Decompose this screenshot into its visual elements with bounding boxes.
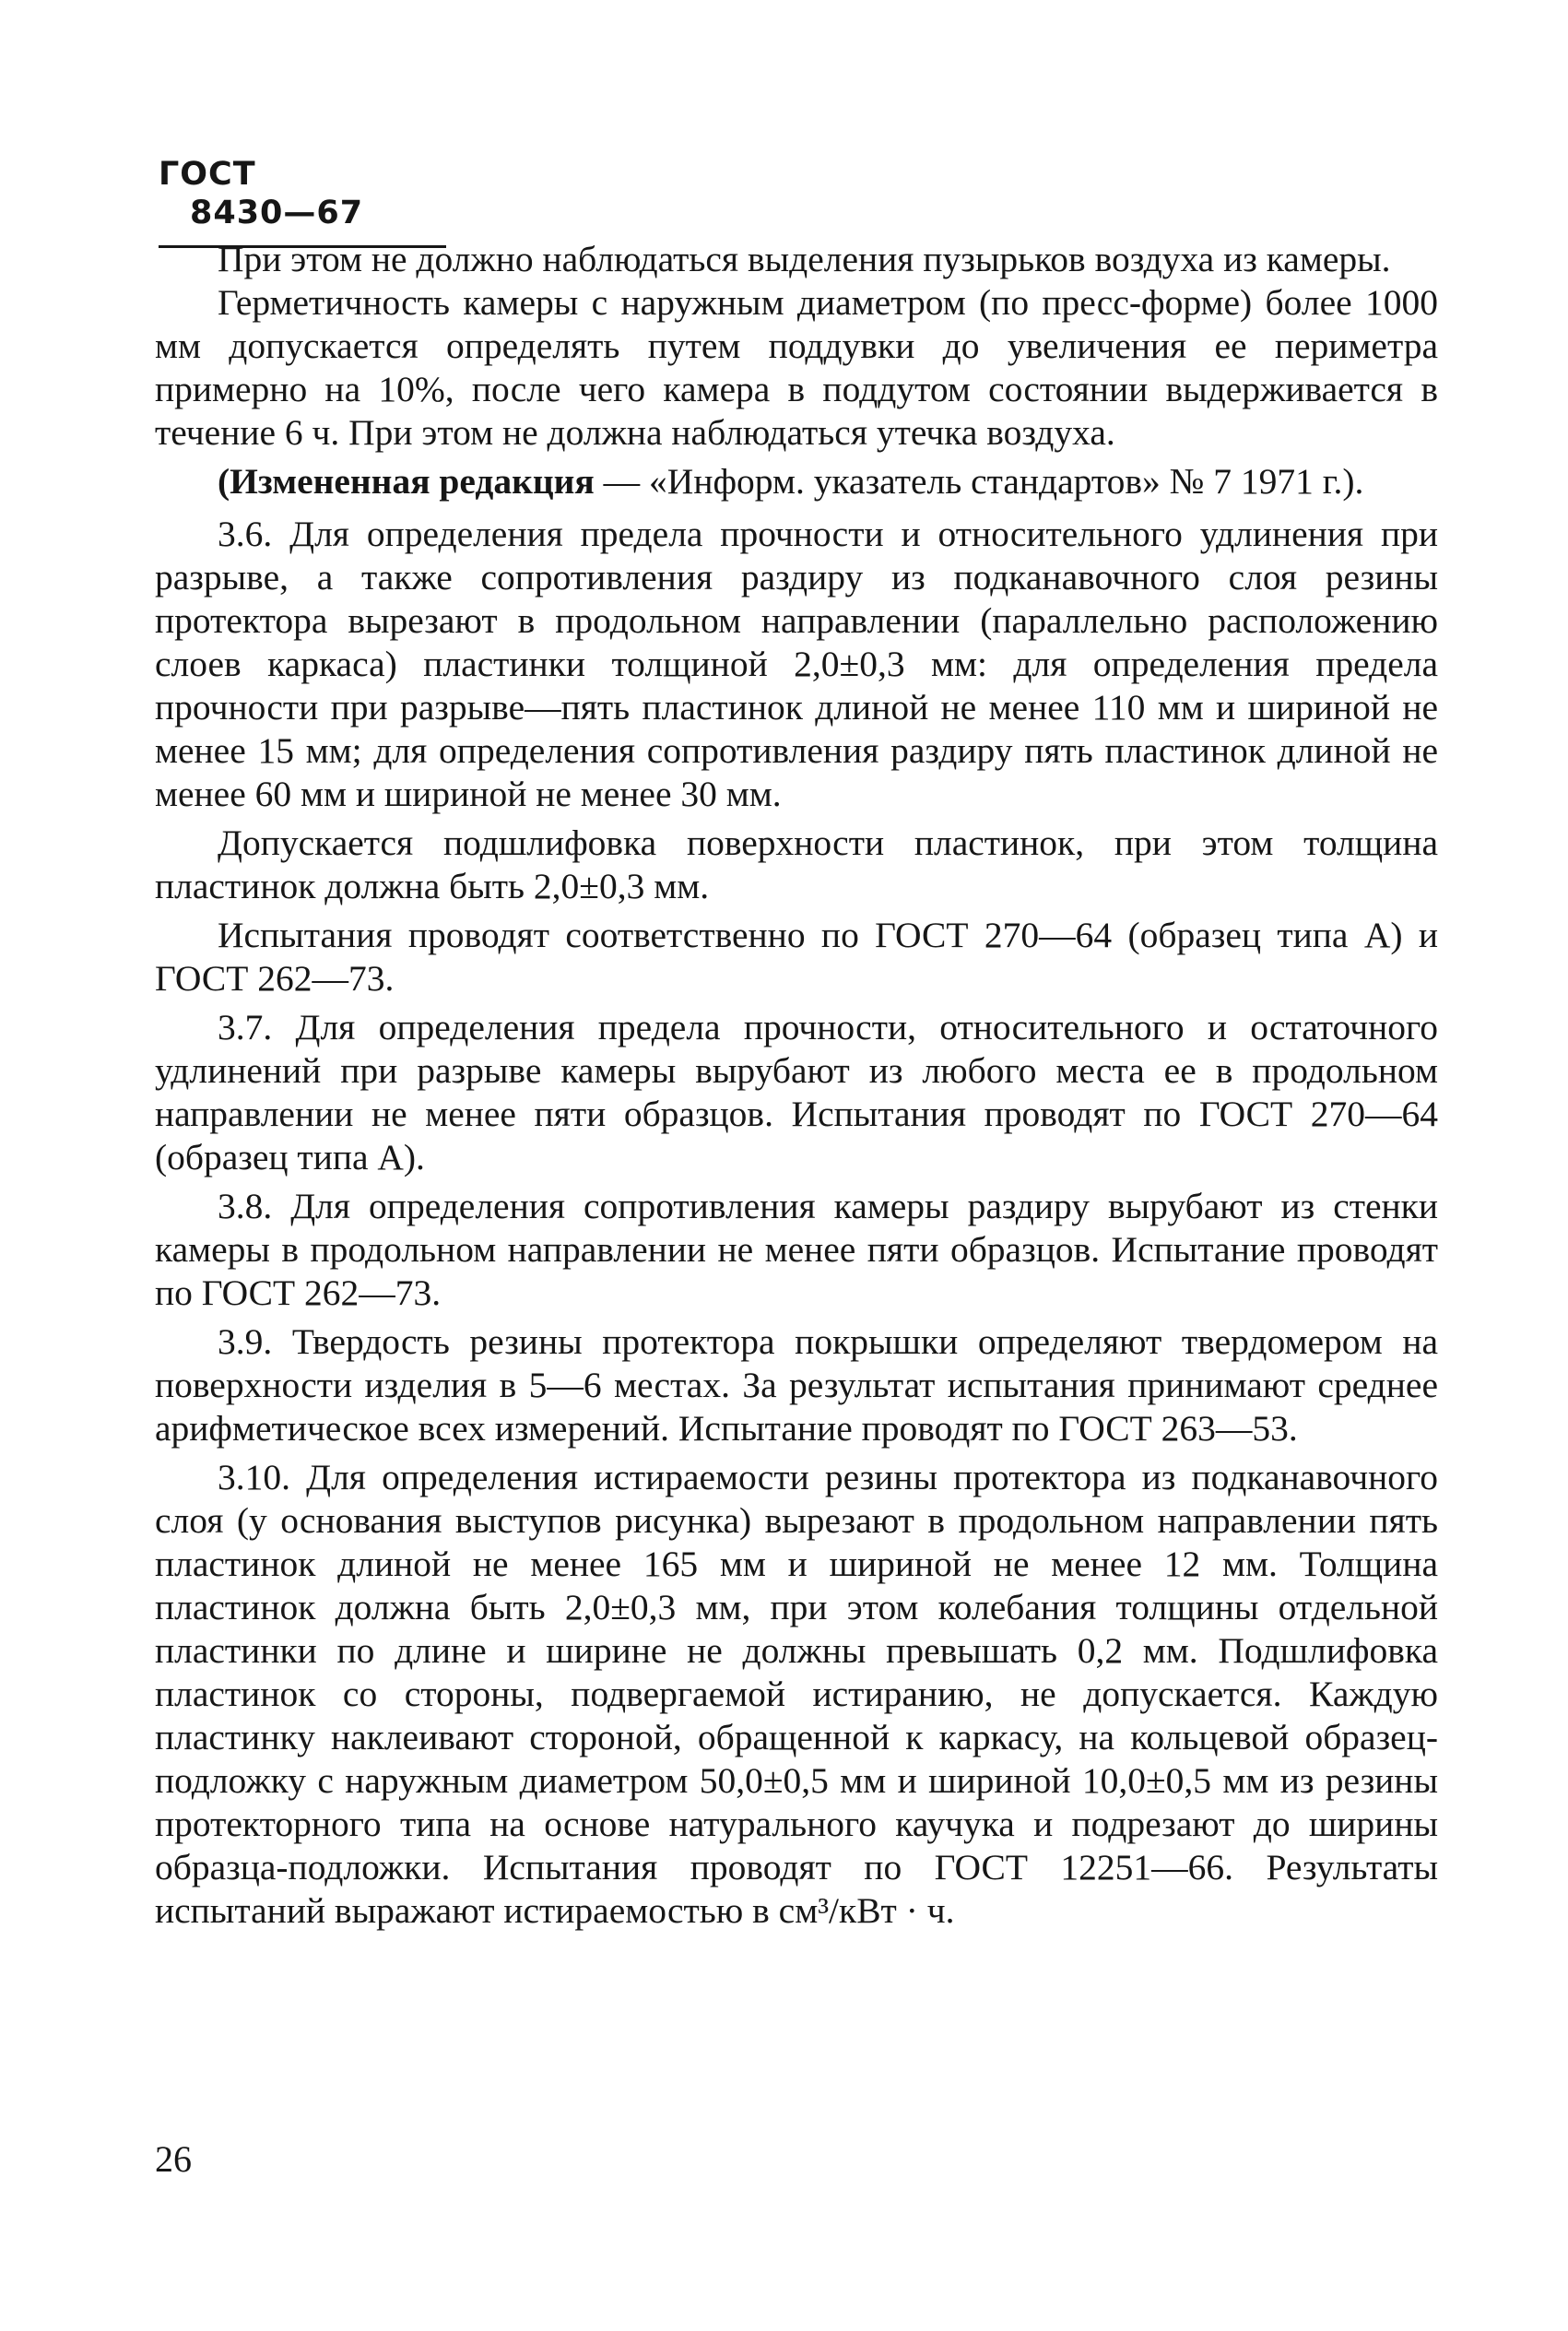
section-3-8: 3.8. Для определения сопротивления камеры раздиру вырубают из стенки камеры в продольном направлении не менее пяти образцов. Испытание проводят по ГОСТ 262—73. [155, 1186, 1438, 1313]
paragraph-polishing: Допускается подшлифовка поверхности пластинок, при этом толщина пластинок должна быть 2,0±0,3 мм. [155, 822, 1438, 906]
section-3-10: 3.10. Для определения истираемости резины протектора из подканавочного слоя (у основания выступов рисунка) вырезают в продольном направлении пять пластинок длиной не менее 165 мм и шириной не менее 12 мм. Толщина пластинок должна быть 2,0±0,3 мм, при этом колебания толщины отдельной пластинки по длине и ширине не должны превышать 0,2 мм. Подшлифовка пластинок со стороны, подвергаемой истиранию, не допускается. Каждую пластинку наклеивают стороной, обращенной к каркасу, на кольцевой образец-подложку с наружным диаметром 50,0±0,5 мм и шириной 10,0±0,5 мм из резины протекторного типа на основе натурального каучука и подрезают до ширины образца-подложки. Испытания проводят по ГОСТ 12251—66. Результаты испытаний выражают истираемостью в см³/кВт · ч. [155, 1457, 1438, 1931]
page-number: 26 [155, 2138, 192, 2180]
document-header [159, 155, 446, 248]
edit-note-text: — «Информ. указатель стандартов» № 7 1971 г.). [594, 461, 1364, 502]
section-3-6: 3.6. Для определения предела прочности и относительного удлинения при разрыве, а также сопротивления раздиру из подканавочного слоя резины протектора вырезают в продольном направлении (параллельно расположению слоев каркаса) пластинки толщиной 2,0±0,3 мм: для определения предела прочности при разрыве—пять пластинок длиной не менее 110 мм и шириной не менее 15 мм; для определения сопротивления раздиру пять пластинок длиной не менее 60 мм и шириной не менее 30 мм. [155, 514, 1438, 814]
paragraph-tests-standards: Испытания проводят соответственно по ГОСТ 270—64 (образец типа А) и ГОСТ 262—73. [155, 915, 1438, 999]
gost-label: ГОСТ [159, 156, 256, 193]
paragraph-tightness: Герметичность камеры с наружным диаметром (по пресс-форме) более 1000 мм допускается определять путем поддувки до увеличения ее периметра примерно на 10%, после чего камера в поддутом состоянии выдерживается в течение 6 ч. При этом не должна наблюдаться утечка воздуха. [155, 282, 1438, 453]
edit-note-title: (Измененная редакция [218, 461, 595, 502]
paragraph-air-bubbles: При этом не должно наблюдаться выделения пузырьков воздуха из камеры. [218, 239, 1391, 279]
standard-number: 8430—67 [190, 195, 364, 231]
document-body [155, 238, 1438, 1938]
section-3-7: 3.7. Для определения предела прочности, относительного и остаточного удлинений при разрыве камеры вырубают из любого места ее в продольном направлении не менее пяти образцов. Испытания проводят по ГОСТ 270—64 (образец типа А). [155, 1007, 1438, 1177]
section-3-9: 3.9. Твердость резины протектора покрышки определяют твердомером на поверхности изделия в 5—6 местах. За результат испытания принимают среднее арифметическое всех измерений. Испытание проводят по ГОСТ 263—53. [155, 1321, 1438, 1449]
edit-note [155, 460, 1438, 503]
